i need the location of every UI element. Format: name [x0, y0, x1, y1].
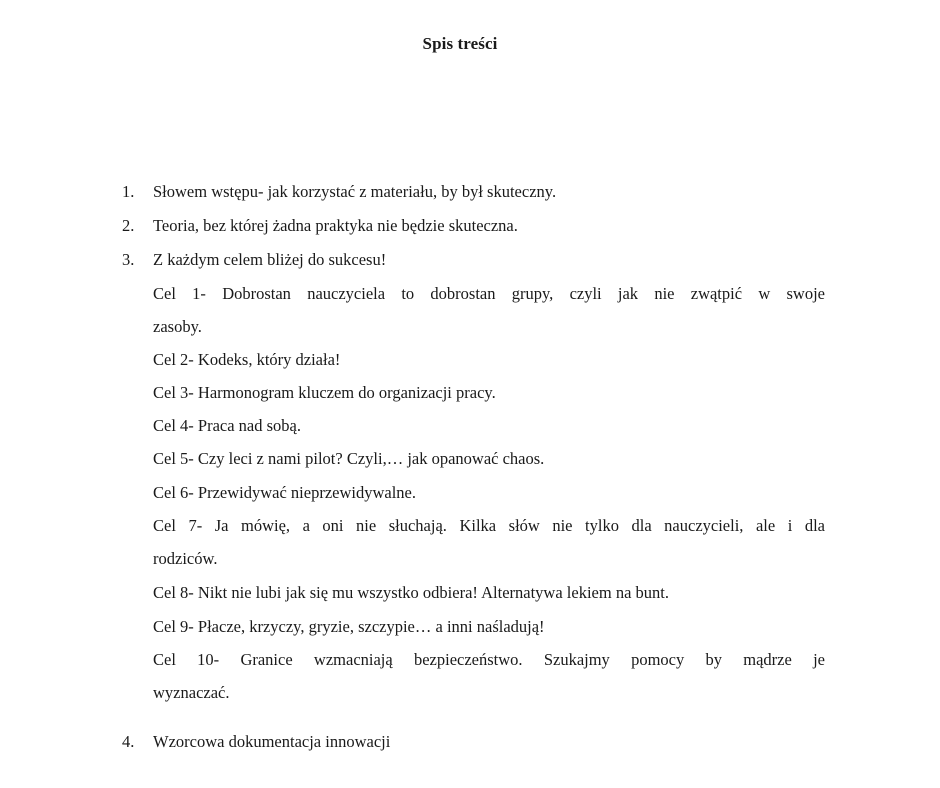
goal-text-line1: Cel 5- Czy leci z nami pilot? Czyli,… jak opanować chaos.: [153, 449, 545, 468]
toc-item-number: 1.: [122, 182, 135, 201]
goal-text-line2: wyznaczać.: [153, 683, 230, 702]
goal-text-line1: Cel 1- Dobrostan nauczyciela to dobrostan grupy, czyli jak nie zwątpić w swoje: [153, 284, 825, 303]
toc-item-text: Z każdym celem bliżej do sukcesu!: [153, 250, 387, 269]
goal-text-line1: Cel 2- Kodeks, który działa!: [153, 350, 341, 369]
goal-text-line1: Cel 7- Ja mówię, a oni nie słuchają. Kilka słów nie tylko dla nauczycieli, ale i dla: [153, 516, 825, 535]
toc-item-number: 3.: [122, 250, 135, 269]
goal-text-line1: Cel 10- Granice wzmacniają bezpieczeństwo. Szukajmy pomocy by mądrze je: [153, 650, 825, 669]
toc-item-text: Słowem wstępu- jak korzystać z materiału, by był skuteczny.: [153, 182, 557, 201]
goal-text-line1: Cel 4- Praca nad sobą.: [153, 416, 301, 435]
goal-text-line1: Cel 3- Harmonogram kluczem do organizacji pracy.: [153, 383, 496, 402]
toc-item-text: Teoria, bez której żadna praktyka nie będzie skuteczna.: [153, 216, 518, 235]
toc-item-number: 4.: [122, 732, 135, 751]
goal-text-line1: Cel 6- Przewidywać nieprzewidywalne.: [153, 483, 416, 502]
toc-item-text: Wzorcowa dokumentacja innowacji: [153, 732, 391, 751]
toc-item-number: 2.: [122, 216, 135, 235]
goal-text-line1: Cel 8- Nikt nie lubi jak się mu wszystko odbiera! Alternatywa lekiem na bunt.: [153, 583, 669, 602]
goal-text-line2: rodziców.: [153, 549, 218, 568]
page-title: Spis treści: [422, 34, 498, 53]
goal-text-line2: zasoby.: [153, 317, 202, 336]
goal-text-line1: Cel 9- Płacze, krzyczy, gryzie, szczypie… a inni naśladują!: [153, 617, 545, 636]
